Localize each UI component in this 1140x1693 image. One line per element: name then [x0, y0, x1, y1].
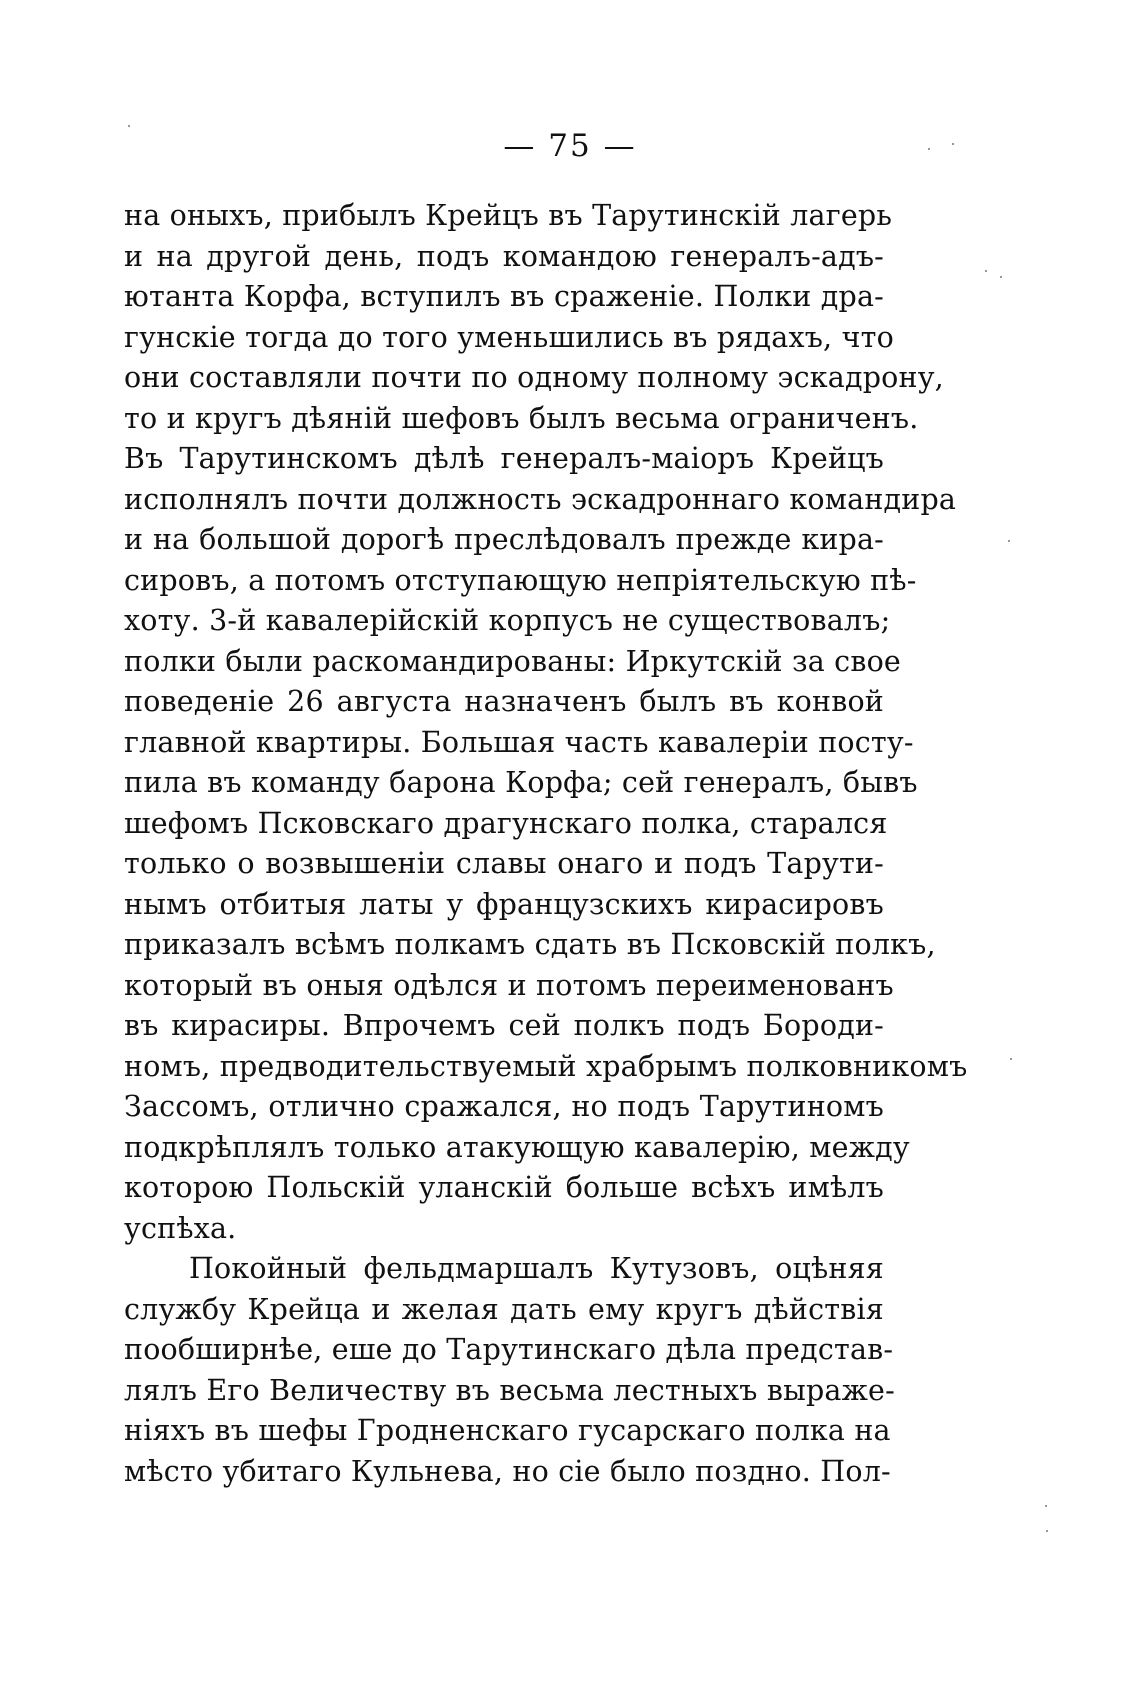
- text-line: лялъ Его Величеству въ весьма лестныхъ выраже-: [124, 1373, 895, 1407]
- text-line: хоту. 3-й кавалерійскій корпусъ не существовалъ;: [124, 604, 891, 637]
- body-text: [124, 196, 968, 1492]
- text-line: то и кругъ дѣяній шефовъ былъ весьма ограниченъ.: [124, 401, 919, 435]
- scan-speck: [952, 143, 954, 145]
- text-line: главной квартиры. Большая часть кавалеріи посту-: [124, 725, 914, 759]
- text-line: успѣха.: [124, 1211, 237, 1245]
- text-line: шефомъ Псковскаго драгунскаго полка, старался: [124, 806, 888, 840]
- page-number: — 75 —: [503, 128, 637, 164]
- scan-speck: [1045, 1505, 1047, 1507]
- text-line: и на другой день, подъ командою генералъ-адъ-: [124, 239, 884, 273]
- scan-speck: [1046, 1530, 1048, 1532]
- text-line: номъ, предводительствуемый храбрымъ полковникомъ: [124, 1049, 968, 1083]
- text-line: приказалъ всѣмъ полкамъ сдать въ Псковскій полкъ,: [124, 928, 936, 961]
- scan-speck: [928, 148, 930, 150]
- text-line: только о возвышеніи славы онаго и подъ Тарути-: [124, 847, 884, 880]
- scan-speck: [1010, 1058, 1012, 1060]
- paragraph-1: [124, 196, 968, 1249]
- paragraph-2: [124, 1249, 895, 1492]
- text-line: подкрѣплялъ только атакующую кавалерію, между: [124, 1130, 910, 1164]
- text-line: въ кирасиры. Впрочемъ сей полкъ подъ Бороди-: [124, 1009, 884, 1042]
- text-line: исполнялъ почти должность эскадроннаго командира: [124, 482, 957, 516]
- scan-speck: [1008, 540, 1010, 542]
- text-line: сировъ, а потомъ отступающую непріятельскую пѣ-: [124, 563, 917, 597]
- text-line: которою Польскій уланскій больше всѣхъ имѣлъ: [124, 1171, 884, 1204]
- text-line: на оныхъ, прибылъ Крейцъ въ Тарутинскій лагерь: [124, 199, 893, 232]
- text-line: Зассомъ, отлично сражался, но подъ Тарутиномъ: [124, 1090, 884, 1123]
- scan-speck: [128, 125, 130, 127]
- text-line: они составляли почти по одному полному эскадрону,: [124, 361, 944, 394]
- text-line: мѣсто убитаго Кульнева, но сіе было поздно. Пол-: [124, 1454, 891, 1488]
- text-line: Покойный фельдмаршалъ Кутузовъ, оцѣняя: [189, 1252, 884, 1285]
- text-line: ютанта Корфа, вступилъ въ сраженіе. Полки дра-: [124, 280, 884, 313]
- text-line: полки были раскомандированы: Иркутскій за свое: [124, 644, 901, 678]
- text-line: поведеніе 26 августа назначенъ былъ въ конвой: [124, 685, 884, 718]
- text-line: гунскіе тогда до того уменьшились въ рядахъ, что: [124, 320, 894, 354]
- text-line: и на большой дорогѣ преслѣдовалъ прежде кира-: [124, 523, 884, 556]
- text-line: нымъ отбитыя латы у французскихъ кирасировъ: [124, 887, 884, 921]
- text-line: ніяхъ въ шефы Гродненскаго гусарскаго полка на: [124, 1414, 891, 1447]
- text-line: который въ оныя одѣлся и потомъ переименованъ: [124, 968, 894, 1002]
- scan-speck: [985, 270, 987, 272]
- scan-speck: [1000, 276, 1002, 278]
- text-line: службу Крейца и желая дать ему кругъ дѣйствія: [124, 1292, 884, 1326]
- text-line: Въ Тарутинскомъ дѣлѣ генералъ-маіоръ Крейцъ: [124, 442, 884, 475]
- text-line: пообширнѣе, еше до Тарутинскаго дѣла представ-: [124, 1333, 894, 1366]
- text-line: пила въ команду барона Корфа; сей генералъ, бывъ: [124, 766, 918, 799]
